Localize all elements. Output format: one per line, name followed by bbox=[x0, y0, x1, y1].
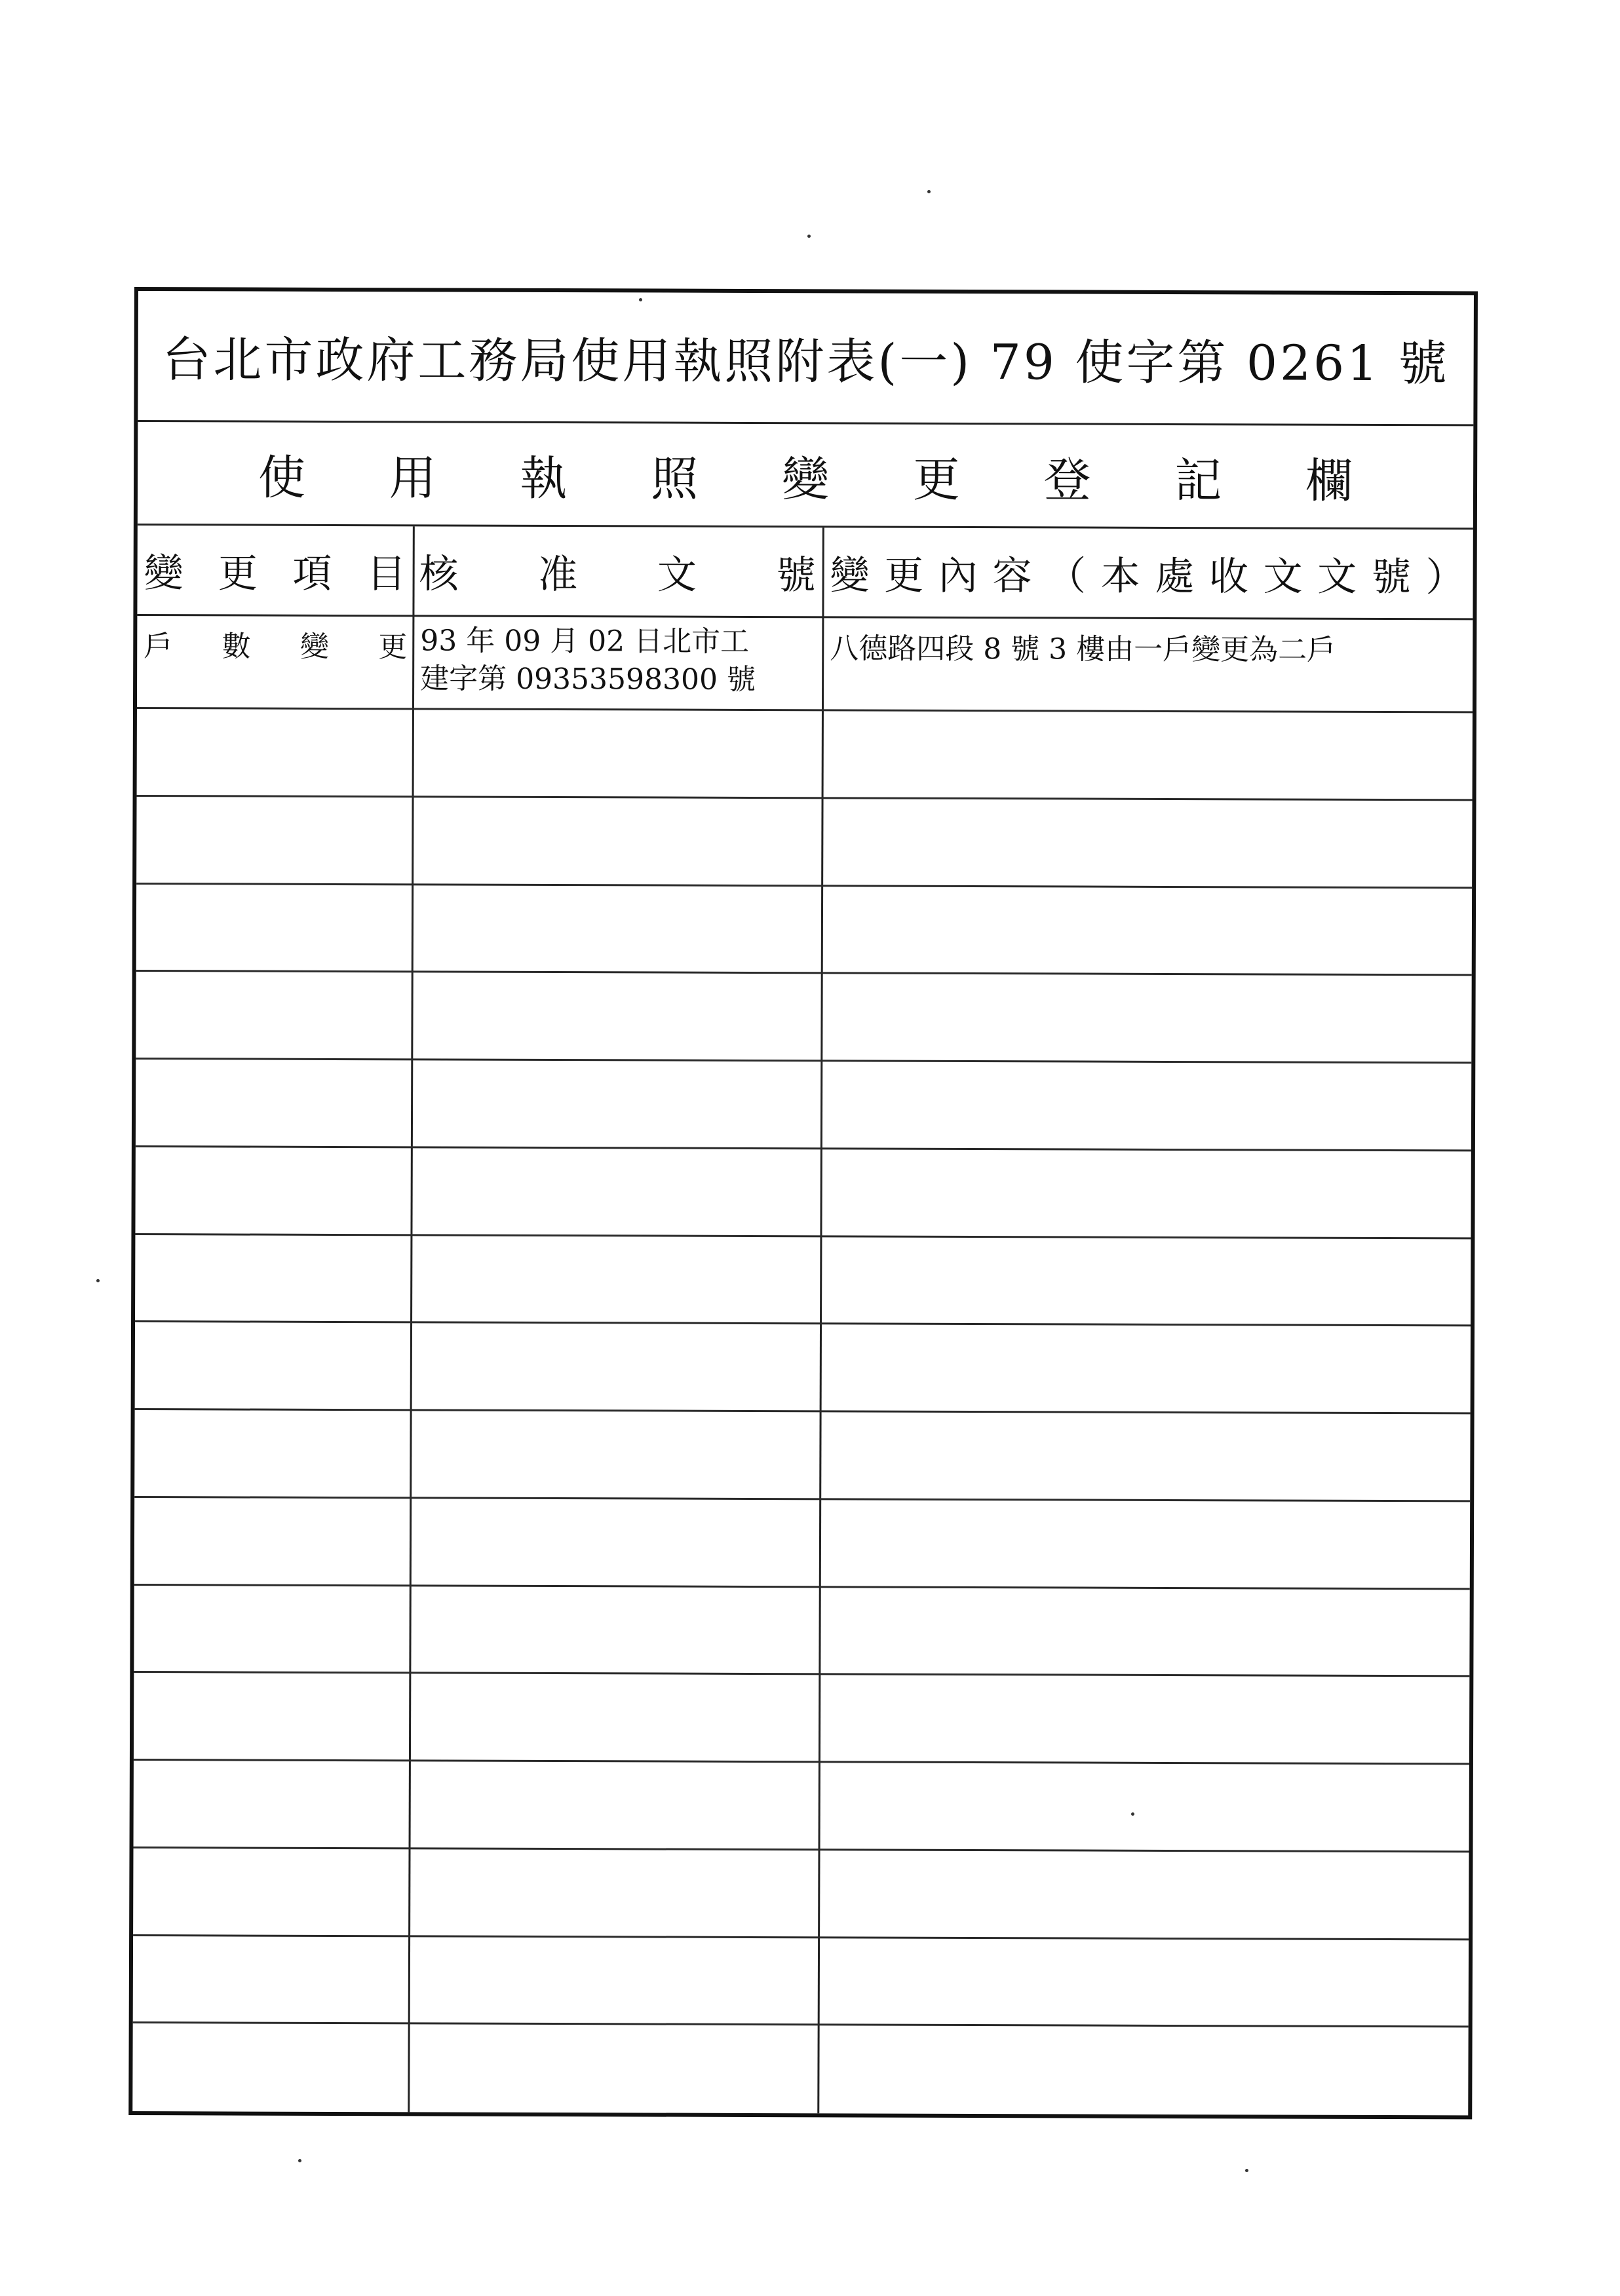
license-annex-table bbox=[128, 287, 1478, 2119]
register-heading-char: 記 bbox=[1174, 452, 1222, 508]
scan-speck bbox=[96, 1279, 100, 1282]
table-row bbox=[136, 1060, 1471, 1151]
header-char: 准 bbox=[538, 551, 578, 598]
table-row bbox=[132, 2023, 1468, 2115]
register-heading bbox=[138, 422, 1473, 529]
header-char: 目 bbox=[366, 550, 406, 597]
table-row bbox=[133, 1936, 1469, 2028]
table-row bbox=[134, 1410, 1470, 1502]
table-row bbox=[136, 797, 1472, 889]
table-row bbox=[133, 1848, 1469, 1940]
table-row bbox=[137, 616, 1473, 713]
register-heading-char: 照 bbox=[651, 450, 699, 507]
header-char: 收 bbox=[1208, 553, 1249, 600]
header-char: 變 bbox=[144, 550, 183, 596]
document-title: 台北市政府工務局使用執照附表(一) 79 使字第 0261 號 bbox=[138, 291, 1474, 426]
entry-char: 數 bbox=[222, 630, 251, 664]
register-heading-char: 用 bbox=[389, 450, 436, 505]
table-row bbox=[134, 1673, 1469, 1765]
header-char: 項 bbox=[292, 550, 332, 597]
header-char: 本 bbox=[1100, 553, 1140, 600]
header-char: 更 bbox=[884, 552, 924, 599]
approval-line-1: 93 年 09 月 02 日北市工 bbox=[420, 624, 750, 659]
scan-speck bbox=[298, 2159, 301, 2162]
entry-char: 更 bbox=[378, 630, 408, 664]
table-body bbox=[132, 616, 1473, 2115]
table-row bbox=[136, 885, 1472, 976]
scan-speck bbox=[639, 298, 642, 301]
table-row bbox=[134, 1761, 1469, 1852]
register-heading-char: 更 bbox=[912, 451, 960, 507]
header-approval-number bbox=[412, 526, 822, 616]
header-char: 變 bbox=[830, 552, 870, 599]
table-row bbox=[137, 709, 1473, 801]
header-char: 號 bbox=[1371, 554, 1411, 600]
approval-line-2: 建字第 09353598300 號 bbox=[420, 662, 756, 697]
header-char: ） bbox=[1425, 554, 1465, 600]
header-char: 處 bbox=[1155, 553, 1195, 600]
scan-speck bbox=[1245, 2169, 1248, 2172]
entry-change-item bbox=[137, 616, 412, 708]
entry-approval-number bbox=[412, 617, 822, 709]
register-heading-char: 登 bbox=[1043, 451, 1091, 508]
register-heading-char: 欄 bbox=[1305, 453, 1353, 508]
entry-change-content: 八德路四段 8 號 3 樓由一戶變更為二戶 bbox=[830, 632, 1336, 667]
header-char: 文 bbox=[1317, 554, 1357, 600]
table-row bbox=[136, 972, 1471, 1063]
header-char: （ bbox=[1047, 552, 1087, 600]
table-row bbox=[135, 1235, 1471, 1327]
register-heading-char: 使 bbox=[258, 450, 306, 505]
column-header-row bbox=[137, 526, 1473, 620]
register-heading-char: 執 bbox=[520, 450, 568, 506]
header-char: 文 bbox=[1263, 553, 1303, 600]
entry-char: 戶 bbox=[144, 630, 173, 664]
header-char: 文 bbox=[657, 552, 697, 598]
scan-speck bbox=[927, 190, 931, 193]
table-row bbox=[135, 1147, 1471, 1239]
table-row bbox=[135, 1322, 1471, 1414]
header-char: 容 bbox=[992, 552, 1032, 599]
scan-speck bbox=[807, 235, 811, 238]
header-change-content bbox=[822, 527, 1473, 618]
table-row bbox=[134, 1586, 1469, 1677]
register-heading-char: 變 bbox=[781, 451, 830, 507]
header-char: 號 bbox=[776, 552, 816, 598]
scan-speck bbox=[1131, 1812, 1134, 1816]
header-change-item bbox=[137, 526, 412, 615]
entry-char: 變 bbox=[299, 630, 330, 664]
header-char: 核 bbox=[419, 550, 459, 598]
table-row bbox=[134, 1498, 1470, 1590]
header-char: 更 bbox=[218, 550, 258, 597]
header-char: 內 bbox=[938, 552, 978, 599]
